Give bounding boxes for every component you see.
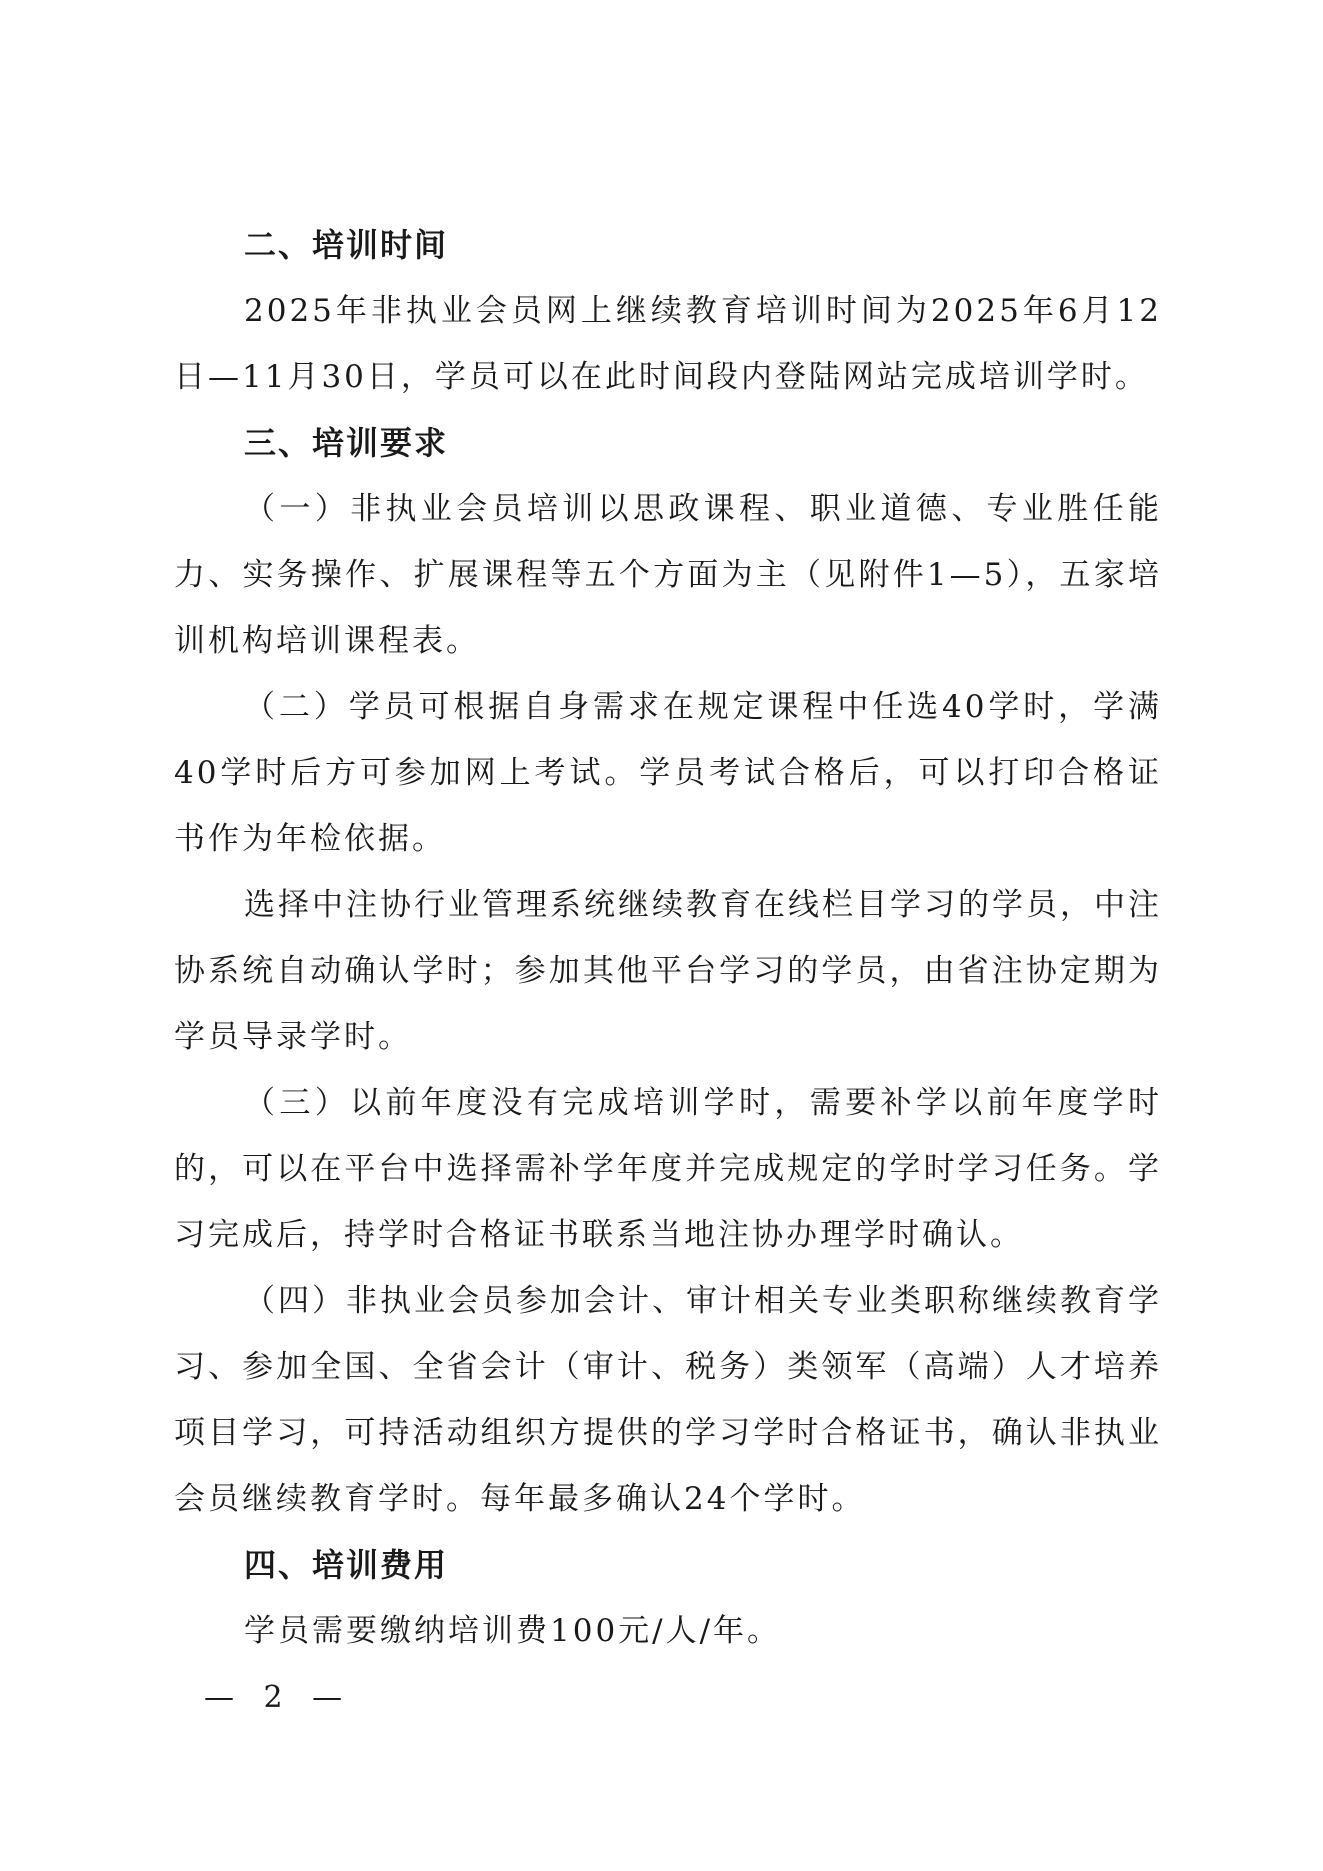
paragraph-requirement-3: （三）以前年度没有完成培训学时，需要补学以前年度学时的，可以在平台中选择需补学年度并完成规定的学时学习任务。学习完成后，持学时合格证书联系当地注协办理学时确认。 (174, 1085, 1162, 1253)
paragraph-requirement-2: （二）学员可根据自身需求在规定课程中任选40学时，学满40学时后方可参加网上考试。学员考试合格后，可以打印合格证书作为年检依据。 (174, 689, 1162, 857)
paragraph-requirement-1: （一）非执业会员培训以思政课程、职业道德、专业胜任能力、实务操作、扩展课程等五个方面为主（见附件1—5），五家培训机构培训课程表。 (174, 491, 1162, 659)
section-heading-training-time: 二、培训时间 (244, 226, 449, 264)
section-heading-training-fees: 四、培训费用 (244, 1546, 449, 1584)
paragraph-training-time: 2025年非执业会员网上继续教育培训时间为2025年6月12日—11月30日，学员可以在此时间段内登陆网站完成培训学时。 (174, 293, 1162, 395)
paragraph-requirement-4: （四）非执业会员参加会计、审计相关专业类职称继续教育学习、参加全国、全省会计（审计、税务）类领军（高端）人才培养项目学习，可持活动组织方提供的学习学时合格证书，确认非执业会员继续教育学时。每年最多确认24个学时。 (174, 1283, 1162, 1517)
paragraph-requirement-2-note: 选择中注协行业管理系统继续教育在线栏目学习的学员，中注协系统自动确认学时；参加其他平台学习的学员，由省注协定期为学员导录学时。 (174, 887, 1162, 1055)
document-body (174, 212, 1162, 1664)
section-heading-training-requirements: 三、培训要求 (244, 424, 449, 462)
page-number: — 2 — (204, 1680, 353, 1715)
paragraph-training-fees: 学员需要缴纳培训费100元/人/年。 (244, 1613, 782, 1649)
